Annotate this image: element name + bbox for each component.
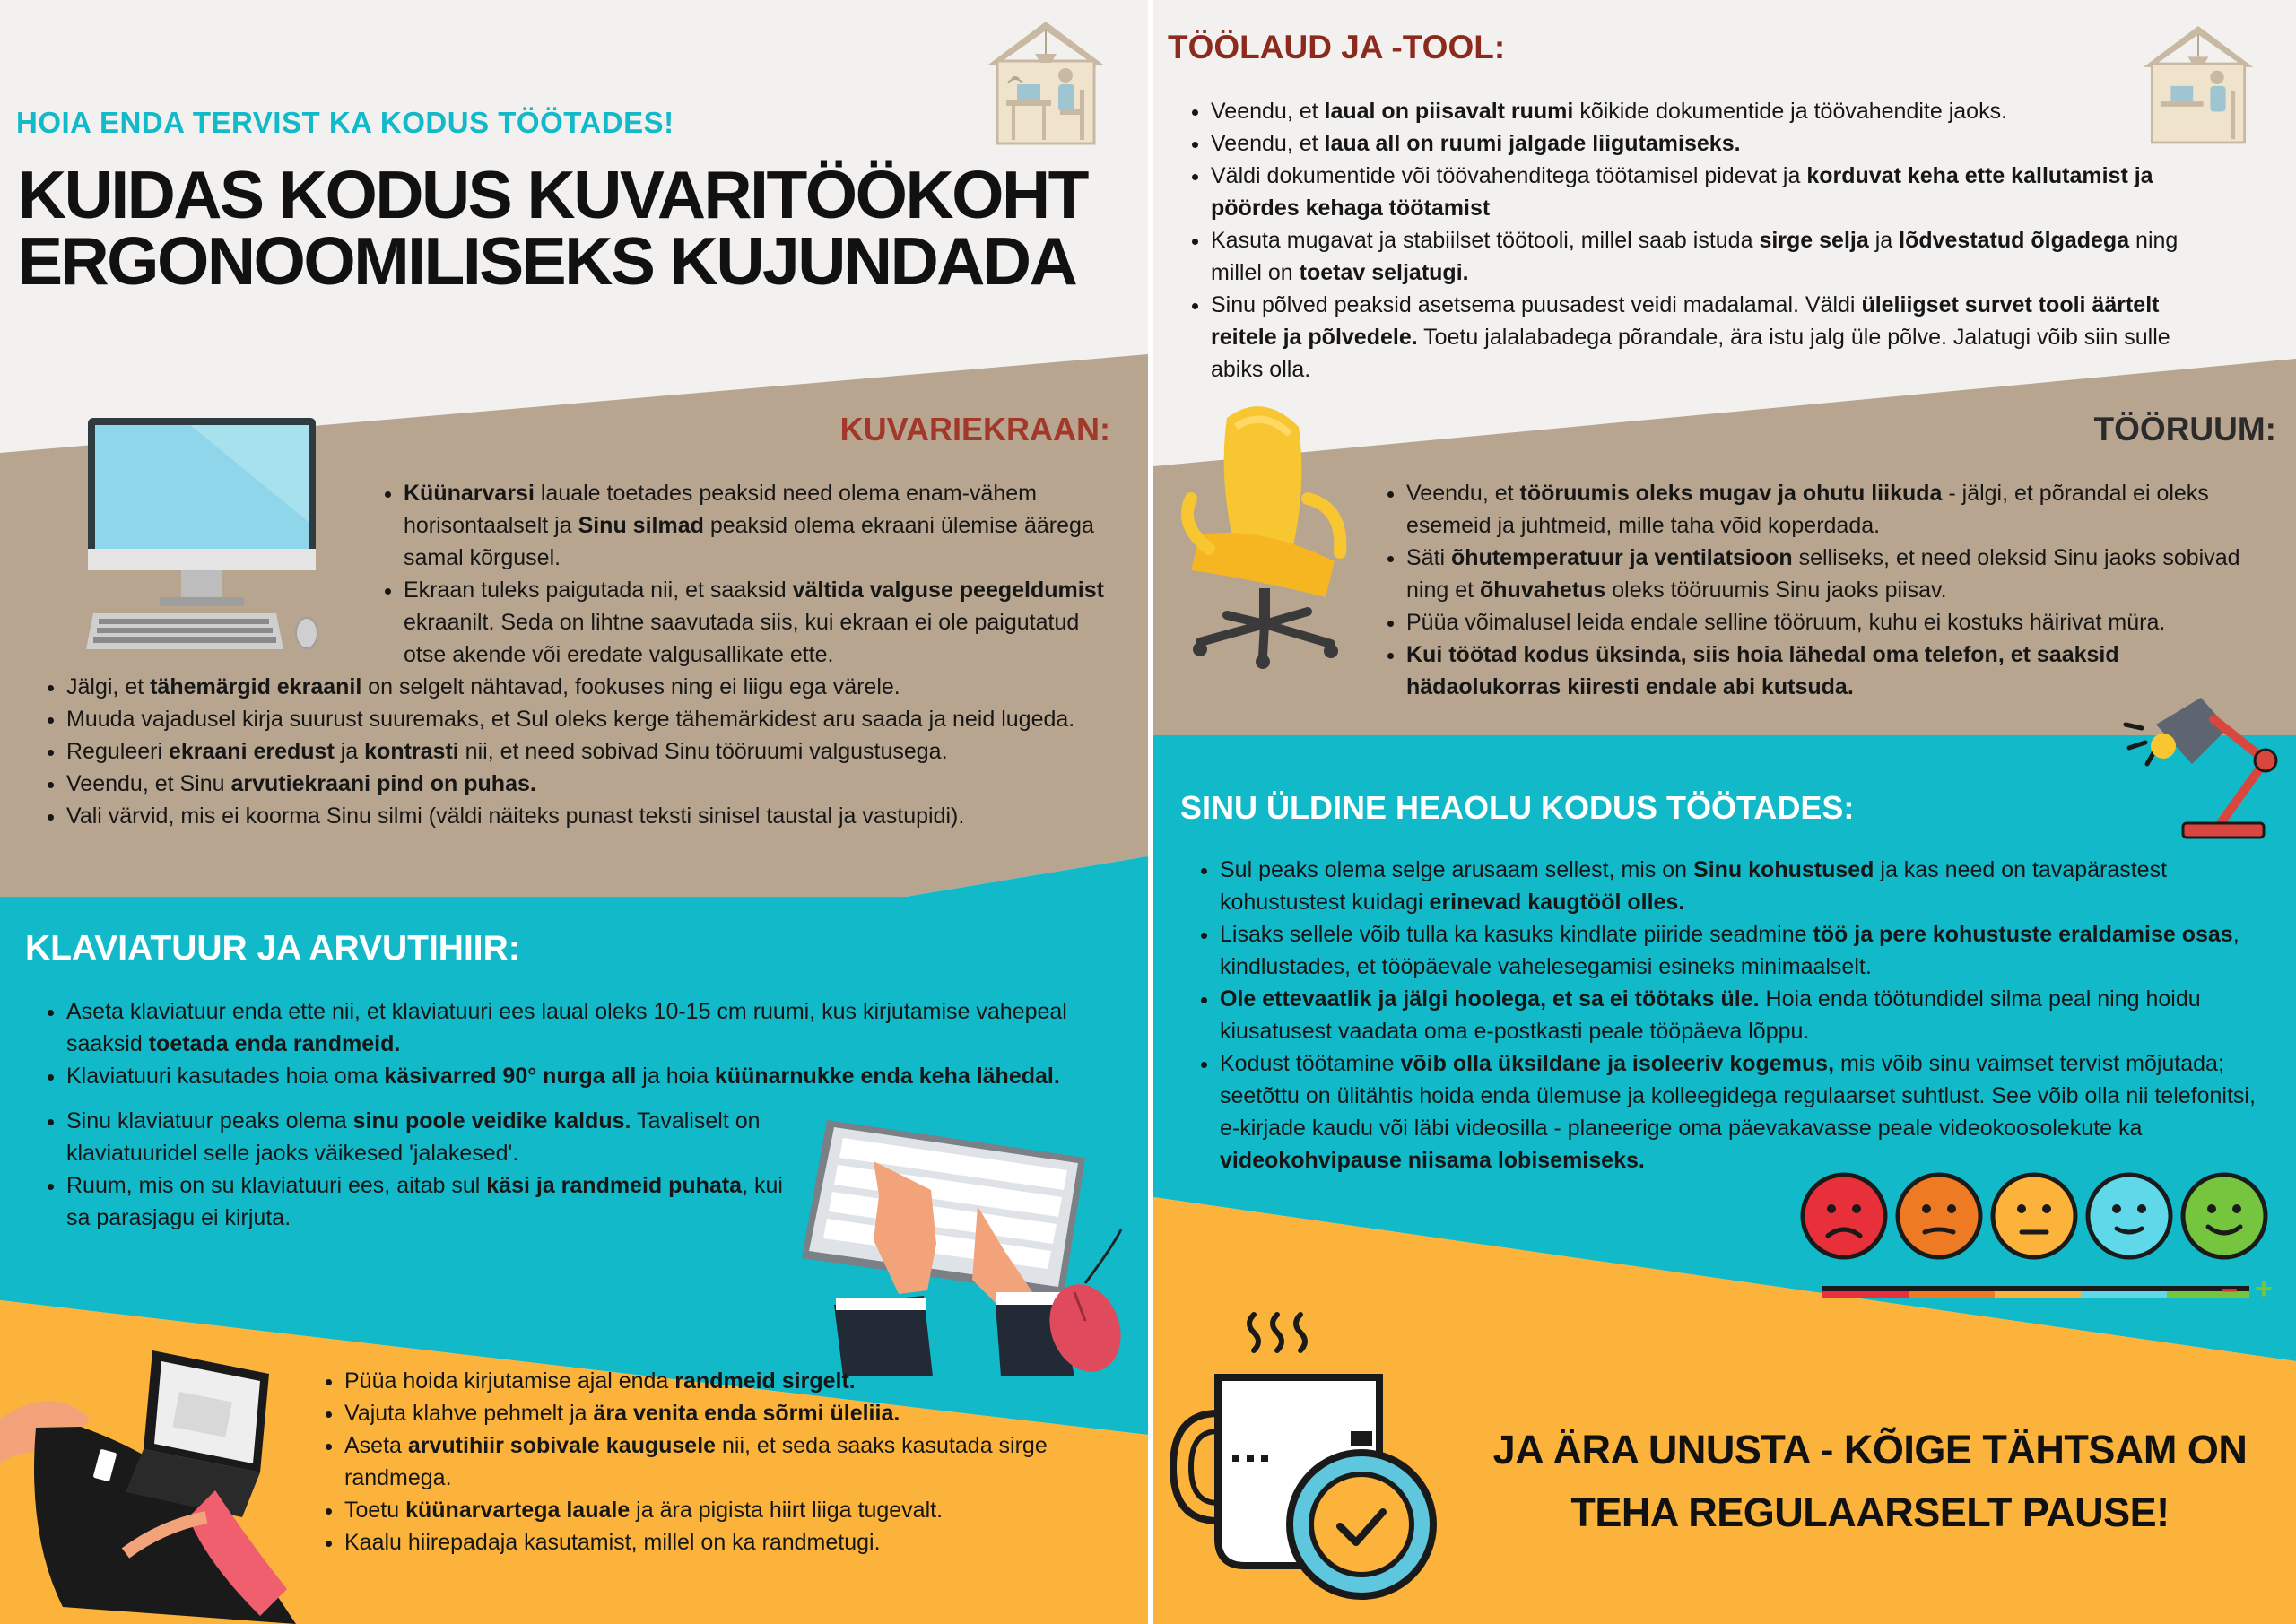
list-item <box>66 671 1118 703</box>
bold-text: lõdvestatud õlgadega <box>1899 228 2130 253</box>
bold-text: käsi ja randmeid puhata <box>486 1173 743 1198</box>
kuvariekraan-items-wide <box>41 671 1118 832</box>
right-page <box>1153 0 2296 1624</box>
text: - jälgi, et põrandal ei oleks esemeid ja juhtmeid, mille taha võid koperdada. <box>1406 481 2209 538</box>
bold-text: korduvat keha ette kallutamist ja pöördes kehaga töötamist <box>1211 163 2153 221</box>
list-item <box>1220 854 2282 918</box>
computer-monitor-icon <box>83 414 325 656</box>
list-item <box>66 735 1118 768</box>
tooruum-heading: TÖÖRUUM: <box>2093 411 2276 447</box>
list-item <box>344 1365 1126 1397</box>
home-office-icon <box>985 16 1107 147</box>
final-line-2: TEHA REGULAARSELT PAUSE! <box>1570 1489 2170 1535</box>
text: lauale toetades peaksid need olema enam-vähem horisontaalselt ja <box>404 481 1037 538</box>
page-title <box>18 157 1087 299</box>
text: Sul peaks olema selge arusaam sellest, mis on <box>1220 857 1694 882</box>
page-subtitle: HOIA ENDA TERVIST KA KODUS TÖÖTADES! <box>16 106 674 139</box>
kuvariekraan-list-wide <box>41 671 1118 832</box>
text: Väldi dokumentide või töövahenditega töötamisel pidevat ja <box>1211 163 1807 188</box>
text: ja hoia <box>636 1064 715 1089</box>
laptop-user-icon <box>0 1338 296 1624</box>
text: Veendu, et <box>1211 99 1325 124</box>
kuvariekraan-list <box>378 477 1112 671</box>
klaviatuur-list <box>41 995 1118 1092</box>
text: Toetu jalalabadega põrandale, ära istu jalg üle põlve. Jalatugi võib siin sulle abiks olla. <box>1211 325 2170 382</box>
list-item <box>1211 95 2226 127</box>
text: Muuda vajadusel kirja suurust suuremaks, et Sul oleks kerge tähemärkidest aru saada ja neid lugeda. <box>66 707 1075 732</box>
mood-scale-icon <box>1787 1166 2285 1309</box>
list-item <box>66 768 1118 800</box>
bold-text: küünarvartega lauale <box>405 1498 631 1523</box>
text: Aseta klaviatuur enda ette nii, et klaviatuuri ees laual oleks 10-15 cm ruumi, kus kirjutamise vahepeal saaksid <box>66 999 1067 1056</box>
list-item <box>1220 983 2282 1047</box>
bold-text: Ole ettevaatlik ja jälgi hoolega, et sa ei töötaks üle. <box>1220 986 1760 1012</box>
text: Tavaliselt on klaviatuuridel selle jaoks väikesed 'jalakesed'. <box>66 1108 761 1166</box>
text: ja <box>1868 228 1900 253</box>
office-chair-icon <box>1173 400 1361 669</box>
list-item <box>66 1169 813 1234</box>
text: ja ära pigista hiirt liiga tugevalt. <box>630 1498 944 1523</box>
list-item <box>66 995 1118 1060</box>
bold-text: tööruumis oleks mugav ja ohutu liikuda <box>1519 481 1943 506</box>
final-message <box>1462 1419 2278 1544</box>
list-item <box>1211 127 2226 160</box>
list-item <box>344 1494 1126 1526</box>
text: Lisaks sellele võib tulla ka kasuks kindlate piiride seadmine <box>1220 922 1813 947</box>
text: , kui sa parasjagu ei kirjuta. <box>66 1173 783 1230</box>
text: ning millel on <box>1211 228 2179 285</box>
text: ekraanilt. Seda on lihtne saavutada siis, kui ekraan ei ole paigutatud otse akende või eredate valgusallikate ette. <box>404 610 1080 667</box>
text: Kodust töötamine <box>1220 1051 1401 1076</box>
text: Sinu klaviatuur peaks olema <box>66 1108 353 1133</box>
bold-text: vältida valguse peegeldumist <box>792 578 1104 603</box>
list-item <box>1211 289 2226 386</box>
text: Aseta <box>344 1433 408 1458</box>
toolaud-heading: TÖÖLAUD JA -TOOL: <box>1168 29 1506 65</box>
bold-text: Sinu silmad <box>578 513 704 538</box>
text: nii, et seda saaks kasutada sirge randmega. <box>344 1433 1048 1490</box>
text: on selgelt nähtavad, fookuses ning ei liigu ega värele. <box>361 674 900 699</box>
text: ja <box>334 739 365 764</box>
bold-text: õhuvahetus <box>1480 578 1606 603</box>
bold-text: Kui töötad kodus üksinda, siis hoia lähedal oma telefon, et saaksid hädaolukorras kiiresti endale abi kutsuda. <box>1406 642 2119 699</box>
list-item <box>1220 1047 2282 1177</box>
bold-text: käsivarred 90° nurga all <box>384 1064 637 1089</box>
list-item <box>1220 918 2282 983</box>
tooruum-list <box>1381 477 2278 703</box>
bold-text: võib olla üksildane ja isoleeriv kogemus, <box>1400 1051 1835 1076</box>
text: kõikide dokumentide ja töövahendite jaoks. <box>1573 99 2008 124</box>
text: Püüa võimalusel leida endale selline tööruum, kuhu ei kostuks häirivat müra. <box>1406 610 2166 635</box>
bold-text: sirge selja <box>1759 228 1869 253</box>
mood-plus-label: + <box>2255 1272 2273 1306</box>
list-item <box>1211 160 2226 224</box>
klaviatuur-heading: KLAVIATUUR JA ARVUTIHIIR: <box>25 929 520 968</box>
bold-text: ekraani eredust <box>168 739 335 764</box>
text: Jälgi, et <box>66 674 151 699</box>
heaolu-heading: SINU ÜLDINE HEAOLU KODUS TÖÖTADES: <box>1180 789 1855 826</box>
text: Ekraan tuleks paigutada nii, et saaksid <box>404 578 793 603</box>
text: Hoia enda töötundidel silma peal ning hoidu kiusatusest vaadata oma e-postkasti peale tööpäeva lõppu. <box>1220 986 2201 1044</box>
bold-text: videokohvipause niisama lobisemiseks. <box>1220 1148 1645 1173</box>
text: Säti <box>1406 545 1452 570</box>
tooruum-items <box>1381 477 2278 703</box>
text: oleks tööruumis Sinu jaoks piisav. <box>1605 578 1947 603</box>
text: Vajuta klahve pehmelt ja <box>344 1401 594 1426</box>
bold-text: küünarnukke enda keha lähedal. <box>714 1064 1060 1089</box>
klaviatuur-list-2 <box>41 1105 813 1234</box>
klaviatuur-items <box>41 995 1118 1092</box>
hiir-list <box>319 1365 1126 1559</box>
text: ja kas need on tavapärastest kohustustest kuidagi <box>1220 857 2168 915</box>
text: selliseks, et need oleksid Sinu jaoks sobivad ning et <box>1406 545 2240 603</box>
bold-text: arvutiekraani pind on puhas. <box>230 771 536 796</box>
bold-text: arvutihiir sobivale kaugusele <box>407 1433 717 1458</box>
text: Reguleeri <box>66 739 169 764</box>
kuvariekraan-heading: KUVARIEKRAAN: <box>839 411 1110 447</box>
toolaud-list <box>1186 95 2226 386</box>
text: Kaalu hiirepadaja kasutamist, millel on ka randmetugi. <box>344 1530 881 1555</box>
final-line-1: JA ÄRA UNUSTA - KÕIGE TÄHTSAM ON <box>1492 1427 2248 1472</box>
bold-text: randmeid sirgelt. <box>674 1368 856 1394</box>
kuvariekraan-items <box>378 477 1112 671</box>
bold-text: õhutemperatuur ja ventilatsioon <box>1451 545 1793 570</box>
list-item <box>344 1429 1126 1494</box>
bold-text: laua all on ruumi jalgade liigutamiseks. <box>1324 131 1741 156</box>
text: nii, et need sobivad Sinu tööruumi valgustusega. <box>458 739 948 764</box>
bold-text: toetav seljatugi. <box>1299 260 1469 285</box>
title-line-2: ERGONOOMILISEKS KUJUNDADA <box>18 223 1076 299</box>
coffee-timer-icon <box>1164 1306 1460 1611</box>
text: Püüa hoida kirjutamise ajal enda <box>344 1368 675 1394</box>
bold-text: ära venita enda sõrmi üleliia. <box>593 1401 900 1426</box>
bold-text: Sinu kohustused <box>1693 857 1874 882</box>
klaviatuur-items-2 <box>41 1105 813 1234</box>
heaolu-items <box>1195 854 2282 1177</box>
mood-minus-label: – <box>2221 1272 2238 1306</box>
list-item <box>1406 542 2278 606</box>
text: Sinu põlved peaksid asetsema puusadest veidi madalamal. Väldi <box>1211 292 1862 317</box>
text: Kasuta mugavat ja stabiilset töötooli, millel saab istuda <box>1211 228 1760 253</box>
text: Toetu <box>344 1498 406 1523</box>
text: Veendu, et <box>1406 481 1520 506</box>
bold-text: erinevad kaugtööl olles. <box>1429 890 1685 915</box>
list-item <box>344 1397 1126 1429</box>
list-item <box>66 703 1118 735</box>
list-item <box>404 477 1112 574</box>
bold-text: kontrasti <box>364 739 459 764</box>
toolaud-items <box>1186 95 2226 386</box>
hiir-items <box>319 1365 1126 1559</box>
keyboard-hands-icon <box>789 1107 1130 1376</box>
list-item <box>1406 606 2278 638</box>
heaolu-list <box>1195 854 2282 1177</box>
list-item <box>1406 477 2278 542</box>
text: , kindlustades, et tööpäevale vahelesegamisi esineks minimaalselt. <box>1220 922 2239 979</box>
bold-text: Küünarvarsi <box>404 481 535 506</box>
text: Vali värvid, mis ei koorma Sinu silmi (väldi näiteks punast teksti sinisel taustal ja vastupidi). <box>66 803 965 829</box>
bold-text: tähemärgid ekraanil <box>150 674 362 699</box>
text: Klaviatuuri kasutades hoia oma <box>66 1064 385 1089</box>
text: Veendu, et Sinu <box>66 771 231 796</box>
list-item <box>344 1526 1126 1559</box>
text: mis võib sinu vaimset tervist mõjutada; seetõttu on ülitähtis hoida enda ülemuse ja kolleegidega regulaarset suhtlust. See võib olla nii telefonitsi, e-kirjade kaudu või läbi videosilla - planeerige oma päevakavasse peale videokoosolekute ka <box>1220 1051 2256 1141</box>
list-item <box>66 1060 1118 1092</box>
bold-text: laual on piisavalt ruumi <box>1324 99 1574 124</box>
list-item <box>404 574 1112 671</box>
text: Ruum, mis on su klaviatuuri ees, aitab sul <box>66 1173 487 1198</box>
desk-lamp-icon <box>2120 689 2291 859</box>
list-item <box>66 1105 813 1169</box>
text: Veendu, et <box>1211 131 1325 156</box>
text: peaksid olema ekraani ülemise äärega samal kõrgusel. <box>404 513 1094 570</box>
bold-text: üleliigset survet tooli äärtelt reitele ja põlvedele. <box>1211 292 2160 350</box>
bold-text: sinu poole veidike kaldus. <box>352 1108 631 1133</box>
bold-text: töö ja pere kohustuste eraldamise osas <box>1813 922 2233 947</box>
list-item <box>66 800 1118 832</box>
list-item <box>1211 224 2226 289</box>
bold-text: toetada enda randmeid. <box>148 1031 401 1056</box>
title-line-1: KUIDAS KODUS KUVARITÖÖKOHT <box>18 157 1087 232</box>
